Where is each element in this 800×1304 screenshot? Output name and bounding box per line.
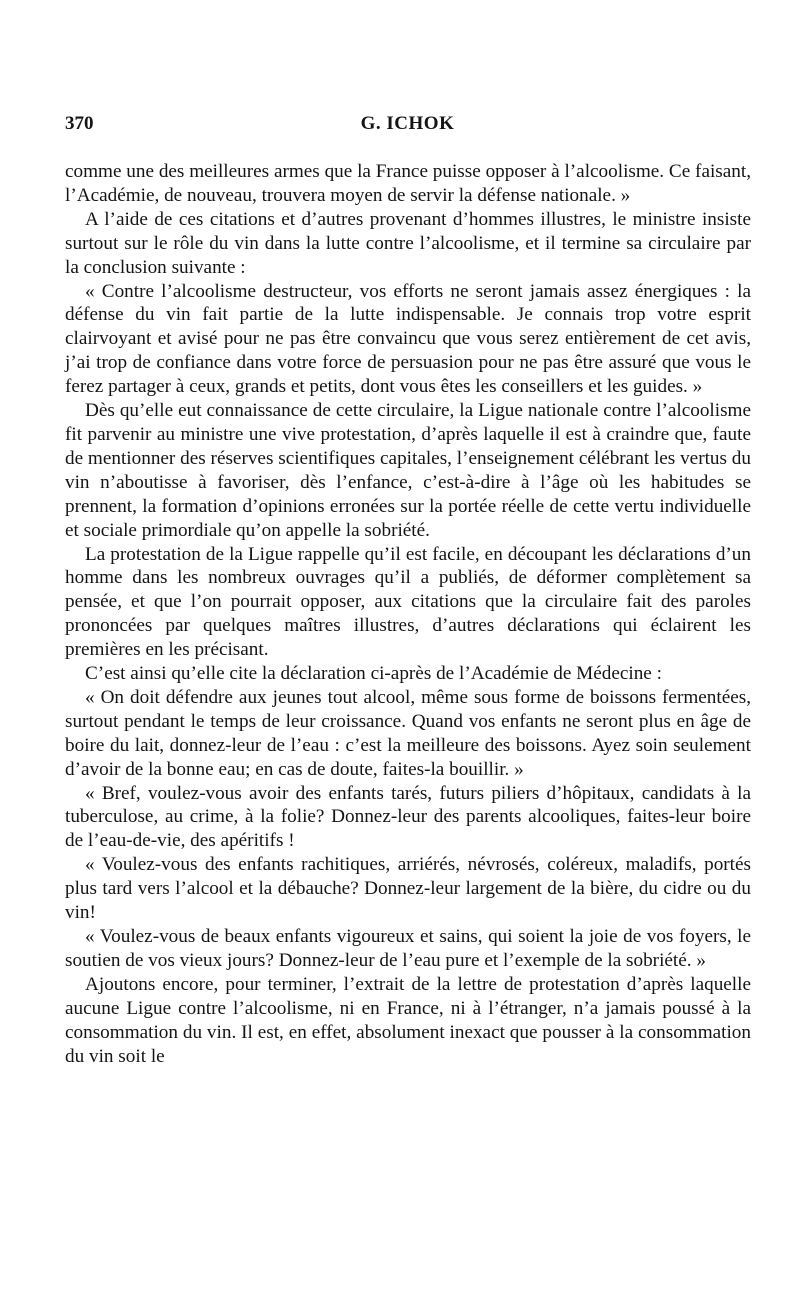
body-text bbox=[65, 160, 751, 1068]
page-header bbox=[65, 113, 750, 139]
paragraph-ligue-reminder: La protestation de la Ligue rappelle qu’il est facile, en découpant les déclarations d’un homme dans les nombreux ouvrages qu’il a publiés, de déformer complètement sa pensée, et que l’on pourrait opposer, aux citations que la circulaire fait des paroles prononcées par quelques maîtres illustres, d’autres déclarations qui éclairent les premières en les précisant. bbox=[65, 543, 751, 661]
running-head-author: G. ICHOK bbox=[360, 113, 455, 134]
paragraph-quote-vigoureux: « Voulez-vous de beaux enfants vigoureux et sains, qui soient la joie de vos foyers, le soutien de vos vieux jours? Donnez-leur de l’eau pure et l’exemple de la sobriété. » bbox=[65, 926, 751, 971]
paragraph-quote-bref: « Bref, voulez-vous avoir des enfants tarés, futurs piliers d’hôpitaux, candidats à la tuberculose, au crime, à la folie? Donnez-leur des parents alcooliques, faites-leur boire de l’eau-de-vie, des apéritifs ! bbox=[65, 782, 751, 852]
paragraph-conclusion: Ajoutons encore, pour terminer, l’extrait de la lettre de protestation d’après laquelle aucune Ligue contre l’alcoolisme, ni en France, ni à l’étranger, n’a jamais poussé à la consommation du vin. Il est, en effet, absolument inexact que pousser à la consommation du vin soit le bbox=[65, 973, 751, 1067]
paragraph-circular-quote: « Contre l’alcoolisme destructeur, vos efforts ne seront jamais assez énergiques : la défense du vin fait partie de la lutte indispensable. Je connais trop votre esprit clairvoyant et avisé pour ne pas être convaincu que vous serez entièrement de cet avis, j’ai trop de confiance dans votre force de persuasion pour ne pas être assuré que vous le ferez partager à ceux, grands et petits, dont vous êtes les conseillers et les guides. » bbox=[65, 280, 751, 398]
paragraph-academie-quote: « On doit défendre aux jeunes tout alcool, même sous forme de boissons fermentées, surtout pendant le temps de leur croissance. Quand vos enfants ne seront plus en âge de boire du lait, donnez-leur de l’eau : c’est la meilleure des boissons. Ayez soin seulement d’avoir de la bonne eau; en cas de doute, faites-la bouillir. » bbox=[65, 686, 751, 780]
paragraph-ligue-protest: Dès qu’elle eut connaissance de cette circulaire, la Ligue nationale contre l’alcoolisme fit parvenir au ministre une vive protestation, d’après laquelle il est à craindre que, faute de mentionner des réserves scientifiques capitales, l’enseignement célébrant les vertus du vin n’aboutisse à favoriser, dès l’enfance, c’est-à-dire à l’âge où les habitudes se prennent, la formation d’opinions erronées sur la portée réelle de cette vertu individuelle et sociale primordiale qu’on appelle la sobriété. bbox=[65, 400, 751, 541]
paragraph-continuation: comme une des meilleures armes que la France puisse opposer à l’alcoolisme. Ce faisant, l’Académie, de nouveau, trouvera moyen de servir la défense nationale. » bbox=[65, 161, 751, 206]
paragraph-academie-intro: C’est ainsi qu’elle cite la déclaration ci-après de l’Académie de Médecine : bbox=[85, 663, 662, 685]
paragraph-quote-rachitiques: « Voulez-vous des enfants rachitiques, arriérés, névrosés, coléreux, maladifs, portés plus tard vers l’alcool et la débauche? Donnez-leur largement de la bière, du cidre ou du vin! bbox=[65, 854, 751, 924]
paragraph-minister-citations: A l’aide de ces citations et d’autres provenant d’hommes illustres, le ministre insiste surtout sur le rôle du vin dans la lutte contre l’alcoolisme, et il termine sa circulaire par la conclusion suivante : bbox=[65, 208, 751, 278]
page-number: 370 bbox=[65, 113, 94, 134]
